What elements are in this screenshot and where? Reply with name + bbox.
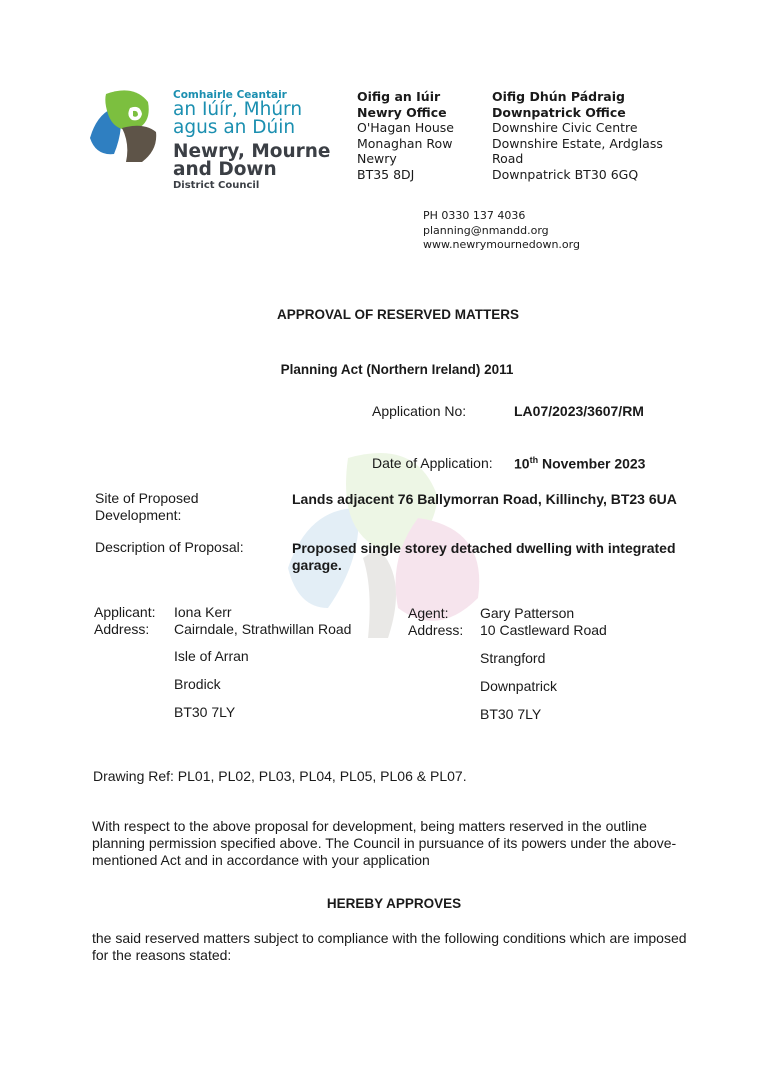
intro-paragraph: With respect to the above proposal for development, being matters reserved in the outline planning permission specified above. The Council in pursuance of its powers under the above- mentioned Act and in accordance with your application <box>92 818 677 868</box>
description-value: Proposed single storey detached dwelling with integrated garage. <box>292 540 676 573</box>
district-council-label: District Council <box>173 180 260 191</box>
downpatrick-office-block: Oifig Dhún Pádraig Downpatrick Office Downshire Civic Centre Downshire Estate, Ardglass Road Downpatrick BT30 6GQ <box>492 89 663 182</box>
conditions-paragraph: the said reserved matters subject to compliance with the following conditions which are imposed for the reasons stated: <box>92 930 687 963</box>
date-value: 10th November 2023 <box>514 455 646 472</box>
email-link[interactable]: planning@nmandd.org <box>423 223 549 237</box>
applicant-label: Applicant: Address: <box>94 604 156 637</box>
council-irish-name: an Iúír, Mhúrn agus an Dúin <box>173 99 303 138</box>
applicant-details: Iona Kerr Cairndale, Strathwillan Road Isle of Arran Brodick BT30 7LY <box>174 604 352 720</box>
application-no-value: LA07/2023/3607/RM <box>514 403 644 419</box>
phone-text: PH 0330 137 4036 <box>423 209 526 222</box>
agent-label: Agent: Address: <box>408 605 464 638</box>
date-label: Date of Application: <box>372 455 493 471</box>
hereby-approves-heading: HEREBY APPROVES <box>326 896 462 911</box>
agent-details: Gary Patterson 10 Castleward Road Strangford Downpatrick BT30 7LY <box>480 605 607 722</box>
newry-office-block: Oifig an Iúir Newry Office O'Hagan House Monaghan Row Newry BT35 8DJ <box>357 89 454 182</box>
document-title: APPROVAL OF RESERVED MATTERS <box>276 307 520 322</box>
council-english-name: Newry, Mourne and Down <box>173 141 331 180</box>
contact-block <box>423 209 580 253</box>
act-title: Planning Act (Northern Ireland) 2011 <box>280 362 514 377</box>
council-irish-small: Comhairle Ceantair <box>173 89 287 101</box>
site-label: Site of Proposed Development: <box>95 490 199 523</box>
website-link[interactable]: www.newrymournedown.org <box>423 238 580 251</box>
application-no-label: Application No: <box>372 403 467 419</box>
applicant-name: Iona Kerr <box>174 604 232 620</box>
description-label: Description of Proposal: <box>95 539 244 555</box>
drawing-ref: Drawing Ref: PL01, PL02, PL03, PL04, PL05, PL06 & PL07. <box>93 768 467 784</box>
site-value: Lands adjacent 76 Ballymorran Road, Killinchy, BT23 6UA <box>292 491 677 507</box>
council-logo-icon <box>86 88 166 166</box>
agent-name: Gary Patterson <box>480 605 575 621</box>
